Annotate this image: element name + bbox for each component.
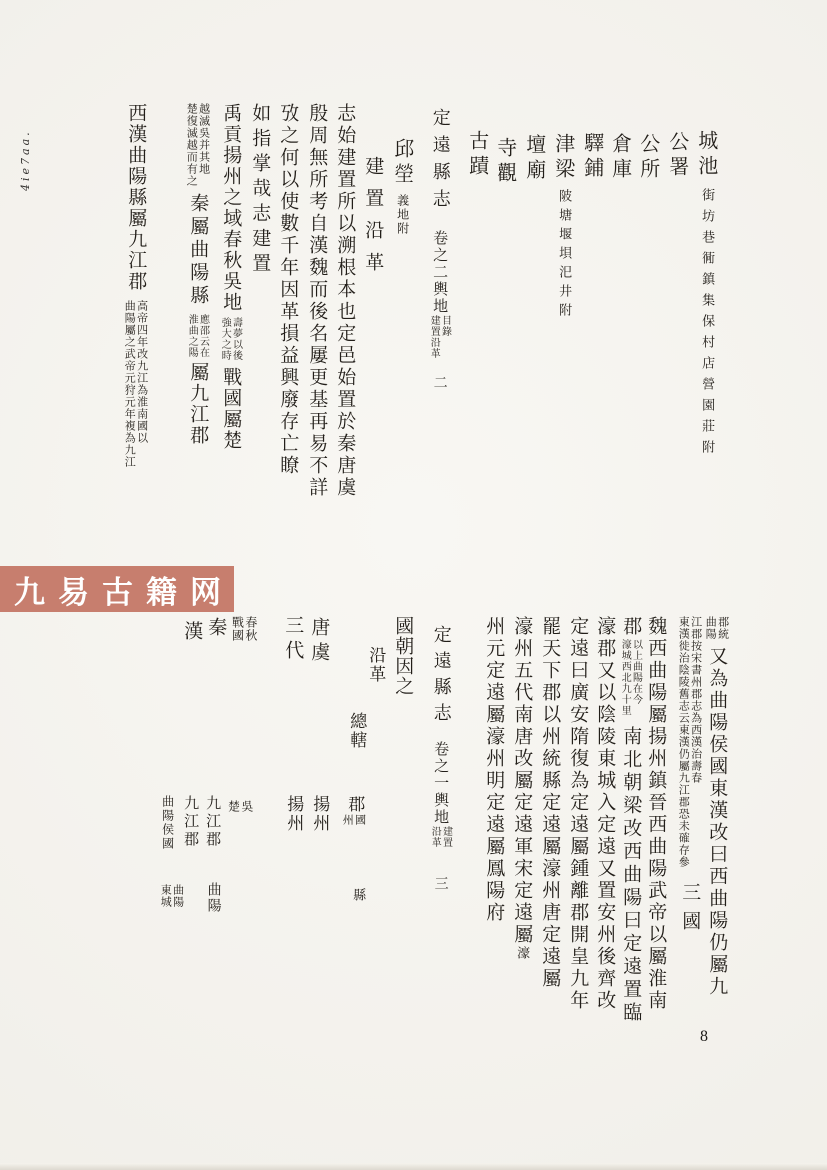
interlinear-note: [341, 814, 366, 826]
text-run-big: 南北朝梁改西曲陽曰定遠置臨: [620, 726, 643, 1025]
text-run-big: 濠州五代南唐改屬定遠軍宋定遠屬: [511, 616, 534, 946]
text-column-2: [303, 103, 329, 499]
spacer: [434, 359, 435, 375]
text-run-big: 三代: [282, 615, 305, 665]
text-run-big: 二: [431, 375, 448, 389]
text-run-big: 卷之一輿地: [432, 741, 451, 826]
text-run-big: 州元定遠屬濠州明定遠屬鳳陽府: [483, 616, 506, 924]
spacer: [435, 729, 436, 741]
text-run-big: 定遠縣志: [430, 625, 452, 729]
toc-item-tanmiao: [521, 134, 545, 184]
interlinear-note: [704, 616, 729, 640]
text-column-8: [703, 616, 729, 998]
text-run-big: 秦屬曲陽縣: [187, 193, 210, 308]
text-run-big: 秦: [205, 617, 228, 636]
table-cell-qin-jun: [199, 795, 223, 849]
spacer: [435, 848, 436, 876]
text-run-big: 國朝因之: [392, 616, 415, 696]
interlinear-note: [428, 315, 450, 359]
text-column-15: [508, 616, 534, 959]
scan-edge-shadow: [0, 1163, 827, 1170]
toc-item-cangku: [607, 133, 631, 183]
spacer: [434, 216, 435, 230]
interlinear-note-line: 東漢徙治陰陵舊志云東漢仍屬九江郡恐未確存參: [677, 616, 691, 868]
text-run-big: 揚州: [283, 795, 304, 833]
text-run-big: 如指掌哉志建置: [249, 103, 272, 278]
section-title-jianzhi-yange: [359, 156, 385, 284]
text-run-big: 寺觀: [493, 137, 518, 187]
text-run-big: 三國: [679, 882, 702, 940]
spacer: [701, 180, 702, 188]
table-cell-han-xian: [158, 884, 184, 908]
text-run-big: 總轄: [346, 712, 367, 750]
interlinear-note: [186, 314, 208, 358]
banxin-bottom-title: [427, 625, 451, 890]
text-column-16: [480, 616, 506, 924]
table-cell-sandai-zhou: [279, 795, 304, 833]
table-cell-han-jun: [177, 795, 201, 849]
interlinear-note-line: 楚: [226, 800, 241, 813]
page-number: 8: [700, 1028, 708, 1045]
text-column-6: [184, 103, 210, 446]
watermark-text: 九易古籍网: [14, 574, 234, 611]
interlinear-note-line: 壽夢以後: [230, 317, 242, 361]
interlinear-note-line: 郡統: [716, 616, 730, 640]
text-column-5: [217, 103, 241, 451]
table-cell-tangyu-zhou: [305, 795, 330, 833]
text-run-big: 郡: [620, 616, 643, 635]
table-header-jun-guo-zhou: [340, 795, 366, 826]
toc-item-gongshu: [664, 131, 688, 181]
interlinear-note-line: 越滅吳并其地: [197, 103, 211, 175]
interlinear-note-line: 濠城西北九十里: [619, 639, 631, 716]
text-run-big: 公所: [636, 133, 661, 183]
text-run-small: 陂塘堰垻汜井附: [556, 189, 572, 322]
interlinear-note-line: 春秋: [243, 616, 258, 642]
spacer: [684, 868, 685, 882]
text-run-big: 三: [432, 876, 449, 890]
text-run-big: 又為曲陽侯國東漢改曰西曲陽仍屬九: [706, 646, 729, 998]
text-run-big: 九江郡: [204, 795, 223, 849]
text-run-big: 罷天下郡以州統縣定遠屬濠州唐定遠屬: [539, 616, 562, 990]
interlinear-note-line: 曲陽: [704, 616, 718, 640]
pencil-marginalia: 4ie7aa.: [19, 129, 32, 191]
text-run-big: 卷之二輿地: [431, 230, 450, 315]
watermark-banner: [0, 566, 234, 612]
interlinear-note: [619, 639, 641, 716]
interlinear-note-line: 國: [353, 814, 367, 826]
text-run-big: 揚州: [309, 795, 330, 833]
text-run-big: 城池: [694, 130, 719, 180]
text-run-small: 街坊巷衕鎮集保村店營園莊附: [699, 188, 715, 461]
text-run-big: 倉庫: [608, 133, 633, 183]
text-run-big: 殷周無所考自漢魏而後名屢更基再易不詳: [306, 103, 329, 499]
table-era-qin: [202, 617, 228, 636]
text-run-big: 驛鋪: [580, 132, 605, 182]
banxin-top-title: [426, 108, 450, 389]
table-cell-qin-xian: [200, 882, 221, 914]
toc-item-siguan: [492, 137, 516, 187]
table-header-zongxia: [342, 712, 367, 750]
text-column-4: [246, 103, 272, 278]
interlinear-note: [219, 317, 241, 361]
text-run-big: 郡: [344, 795, 365, 812]
toc-item-guji: [464, 130, 488, 180]
spacer: [625, 716, 626, 726]
text-run-small: 義地附: [395, 194, 410, 236]
table-era-han: [178, 621, 204, 640]
interlinear-note-line: 曲陽: [171, 884, 185, 908]
toc-item-yipu: [579, 132, 603, 182]
text-run-big: 定遠縣志: [429, 108, 451, 216]
text-run-small: 縣: [350, 888, 366, 901]
text-run-big: 邱塋: [390, 138, 415, 188]
text-run-big: 濠郡又以陰陵東城入定遠又置安州後齊改: [594, 616, 617, 1012]
text-run-big: 沿革: [365, 646, 386, 684]
interlinear-note-line: 淮曲之陽: [186, 314, 198, 358]
text-column-7: [122, 103, 148, 468]
interlinear-note-line: 吳: [239, 800, 254, 813]
text-run-big: 漢: [181, 621, 204, 640]
interlinear-note-line: 沿革: [429, 826, 441, 848]
interlinear-note-line: 應邵云在: [197, 314, 209, 358]
toc-item-qiuying: [389, 138, 413, 236]
toc-item-chengchi: [693, 130, 717, 461]
interlinear-note-line: 東城: [159, 884, 173, 908]
text-run-big: 志始建置所以溯根本也定邑始置於秦唐虞: [334, 103, 357, 499]
toc-item-gongsuo: [635, 133, 659, 183]
table-era-chunqiu-zhanguo: [230, 616, 257, 642]
text-run-big: 曲陽: [205, 882, 222, 914]
text-column-9: [676, 616, 702, 940]
text-run-big: 津梁: [551, 133, 576, 183]
interlinear-note-line: 建置: [440, 826, 452, 848]
text-run-big: 魏西曲陽屬揚州鎮晉西曲陽武帝以屬淮南: [645, 616, 668, 1012]
interlinear-note: [230, 616, 257, 642]
text-run-big: 古蹟: [465, 130, 490, 180]
text-guochao-line: [389, 616, 415, 696]
table-era-sandai: [279, 615, 305, 665]
section-title-yange: [361, 646, 386, 684]
text-column-10: [642, 616, 668, 1012]
text-run-small: 濠: [514, 946, 530, 959]
interlinear-note-line: 楚復滅越而有之: [185, 103, 199, 187]
text-run-big: 攷之何以使數千年因革損益興廢存亡瞭: [277, 103, 300, 477]
interlinear-note-line: 建置沿革: [428, 315, 440, 359]
interlinear-note: [185, 103, 210, 187]
spacer: [130, 292, 131, 300]
text-column-12: [591, 616, 617, 1012]
interlinear-note-line: 江郡按宋書州郡志為西漢治壽春: [689, 616, 703, 784]
table-era-tangyu: [305, 617, 331, 667]
text-run-small: 曲陽侯國: [160, 795, 175, 851]
interlinear-note: [429, 826, 451, 848]
table-cell-chunqiu-wu-chu: [226, 800, 253, 813]
interlinear-note-line: 戰國: [230, 616, 245, 642]
interlinear-note: [159, 884, 184, 908]
text-run-big: 戰國屬楚: [220, 367, 243, 451]
text-run-big: 禹貢揚州之域春秋吳地: [220, 103, 243, 313]
text-run-big: 公署: [665, 131, 690, 181]
text-run-big: 西漢曲陽縣屬九江郡: [125, 103, 148, 292]
toc-item-jinliang: [550, 133, 574, 322]
interlinear-note-line: 強大之時: [219, 317, 231, 361]
text-run-big: 唐虞: [308, 617, 331, 667]
interlinear-note-line: 州: [341, 814, 355, 826]
text-column-1: [331, 103, 357, 499]
text-run-big: 屬九江郡: [187, 362, 210, 446]
table-cell-han-houguo: [154, 795, 174, 851]
text-run-big: 九江郡: [182, 795, 201, 849]
interlinear-note: [226, 800, 253, 813]
text-run-big: 壇廟: [522, 134, 547, 184]
text-column-11: [617, 616, 641, 1025]
text-column-3: [274, 103, 300, 477]
text-column-14: [536, 616, 562, 990]
interlinear-note: [677, 616, 702, 868]
interlinear-note-line: 以上曲陽在今: [630, 639, 642, 705]
text-run-big: 建置沿革: [362, 156, 385, 284]
interlinear-note: [123, 300, 148, 468]
text-run-big: 定遠曰廣安隋復為定遠屬鍾離郡開皇九年: [567, 616, 590, 1012]
interlinear-note-line: 高帝四年改九江為淮南國以: [135, 300, 149, 444]
table-header-xian: [344, 888, 364, 901]
text-column-13: [564, 616, 590, 1012]
interlinear-note-line: 曲陽屬之武帝元狩元年複為九江: [123, 300, 137, 468]
interlinear-note-line: 目錄: [439, 315, 451, 337]
